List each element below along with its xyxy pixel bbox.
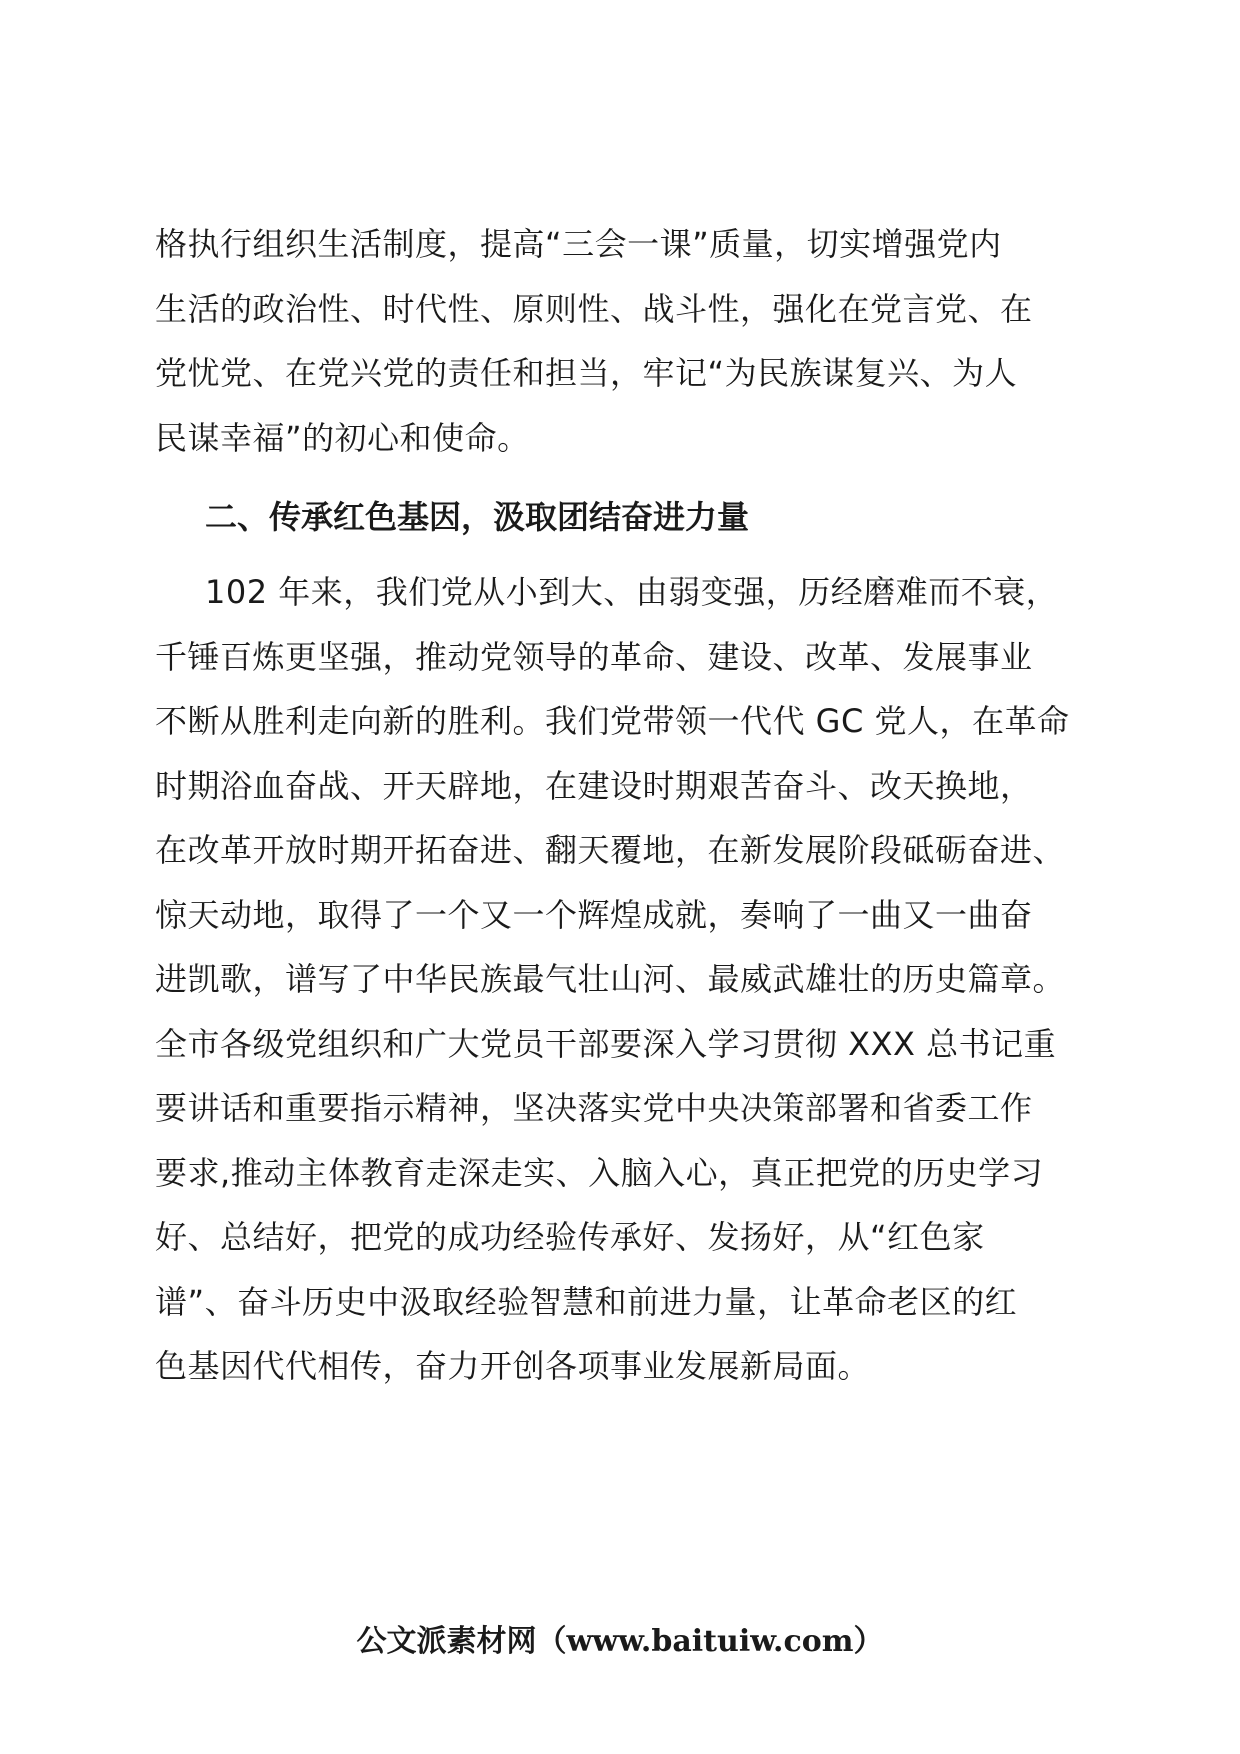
- paragraph-2-line-4: 时期浴血奋战、开天辟地，在建设时期艰苦奋斗、改天换地，: [155, 767, 1033, 805]
- paragraph-1-line-4: 民谋幸福”的初心和使命。: [155, 419, 530, 457]
- paragraph-2-line-1: 102 年来，我们党从小到大、由弱变强，历经磨难而不衰，: [205, 573, 1059, 611]
- paragraph-2-line-9: 要讲话和重要指示精神，坚决落实党中央决策部署和省委工作: [155, 1089, 1033, 1127]
- paragraph-2-line-12: 谱”、奋斗历史中汲取经验智慧和前进力量，让革命老区的红: [155, 1283, 1018, 1321]
- paragraph-1-line-2: 生活的政治性、时代性、原则性、战斗性，强化在党言党、在: [155, 290, 1033, 328]
- footer-source: 公文派素材网（www.baituiw.com）: [356, 1624, 884, 1659]
- section-heading: 二、传承红色基因，汲取团结奋进力量: [205, 498, 750, 536]
- paragraph-2-line-2: 千锤百炼更坚强，推动党领导的革命、建设、改革、发展事业: [155, 638, 1033, 676]
- paragraph-1-line-1: 格执行组织生活制度，提高“三会一课”质量，切实增强党内: [155, 225, 1002, 263]
- paragraph-2-line-10: 要求,推动主体教育走深走实、入脑入心，真正把党的历史学习: [155, 1154, 1044, 1192]
- paragraph-2-line-3: 不断从胜利走向新的胜利。我们党带领一代代 GC 党人，在革命: [155, 702, 1070, 740]
- paragraph-2-line-8: 全市各级党组织和广大党员干部要深入学习贯彻 XXX 总书记重: [155, 1025, 1057, 1063]
- paragraph-2-line-11: 好、总结好，把党的成功经验传承好、发扬好，从“红色家: [155, 1218, 985, 1256]
- paragraph-2-line-6: 惊天动地，取得了一个又一个辉煌成就，奏响了一曲又一曲奋: [155, 896, 1033, 934]
- paragraph-1-line-3: 党忧党、在党兴党的责任和担当，牢记“为民族谋复兴、为人: [155, 354, 1018, 392]
- paragraph-2-line-13: 色基因代代相传，奋力开创各项事业发展新局面。: [155, 1347, 871, 1385]
- paragraph-2-line-7: 进凯歌，谱写了中华民族最气壮山河、最威武雄壮的历史篇章。: [155, 960, 1066, 998]
- paragraph-2-line-5: 在改革开放时期开拓奋进、翻天覆地，在新发展阶段砥砺奋进、: [155, 831, 1066, 869]
